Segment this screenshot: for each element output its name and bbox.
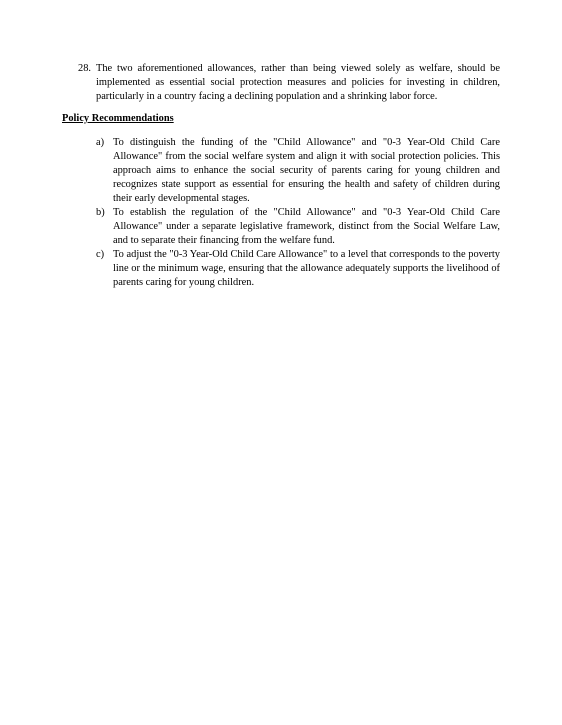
list-item-text: To establish the regulation of the "Child Allowance" and "0-3 Year-Old Child Care Allowance" under a separate legislative framework, distinct from the Social Welfare Law, and to separate their financing from the welfare fund. [113, 207, 500, 246]
list-item-marker: b) [96, 207, 105, 218]
paragraph-number: 28. [78, 63, 91, 74]
list-item-text: To distinguish the funding of the "Child Allowance" and "0-3 Year-Old Child Care Allowance" from the social welfare system and align it with social protection policies. This approach aims to enhance the social security of parents caring for young children and recognizes state support as essential for ensuring the health and safety of children during their early developmental stages. [113, 137, 500, 204]
list-item [96, 206, 500, 248]
list-item-marker: c) [96, 249, 105, 260]
list-item-text: To adjust the "0-3 Year-Old Child Care Allowance" to a level that corresponds to the poverty line or the minimum wage, ensuring that the allowance adequately supports the livelihood of parents caring for young children. [113, 249, 500, 288]
recommendations-list [96, 136, 500, 290]
section-heading: Policy Recommendations [62, 113, 174, 124]
paragraph-28 [78, 62, 500, 104]
paragraph-text: The two aforementioned allowances, rather than being viewed solely as welfare, should be implemented as essential social protection measures and policies for investing in children, particularly in a country facing a declining population and a shrinking labor force. [96, 63, 500, 102]
list-item [96, 248, 500, 290]
list-item [96, 136, 500, 206]
list-item-marker: a) [96, 137, 105, 148]
